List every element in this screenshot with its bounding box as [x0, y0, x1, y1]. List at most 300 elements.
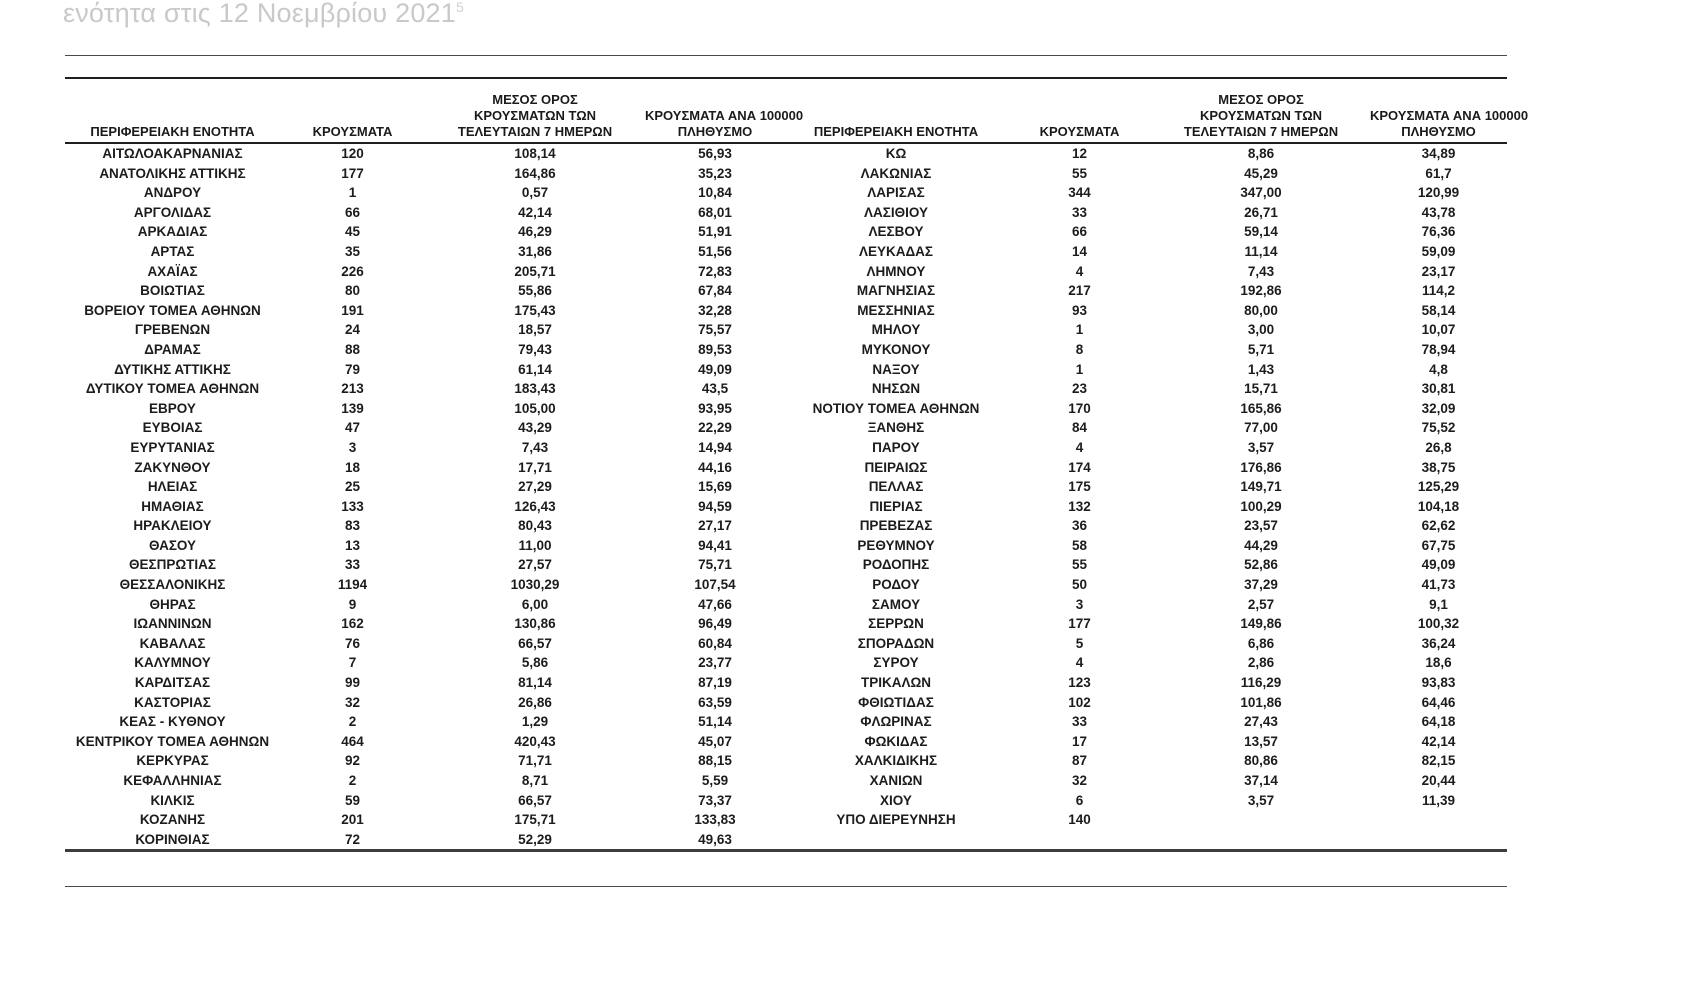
avg7-cell: 100,29 [1240, 498, 1282, 514]
avg7-cell: 1,29 [521, 714, 549, 730]
avg7-cell: 13,57 [1244, 733, 1278, 749]
cases-cell: 23 [1071, 381, 1088, 397]
cases-cell: 6 [1075, 792, 1084, 808]
cases-cell: 72 [344, 831, 361, 847]
per100k-cell: 93,83 [1421, 675, 1456, 691]
table-row [65, 340, 1507, 360]
region-cell: ΔΥΤΙΚΟΥ ΤΟΜΕΑ ΑΘΗΝΩΝ [85, 381, 260, 397]
header-per100k-left: ΚΡΟΥΣΜΑΤΑ ΑΝΑ 100000 ΠΛΗΘΥΣΜΟ [645, 78, 785, 143]
avg7-cell: 61,14 [518, 361, 552, 377]
avg7-cell: 55,86 [518, 283, 552, 299]
region-cell: ΥΠΟ ΔΙΕΡΕΥΝΗΣΗ [836, 812, 956, 828]
region-cell: ΚΑΣΤΟΡΙΑΣ [134, 694, 211, 710]
avg7-cell: 1,43 [1247, 361, 1275, 377]
region-cell: ΘΕΣΣΑΛΟΝΙΚΗΣ [119, 577, 226, 593]
cases-cell: 9 [348, 596, 357, 612]
per100k-cell: 87,19 [698, 675, 732, 691]
cases-cell: 217 [1068, 283, 1091, 299]
cases-cell: 102 [1068, 694, 1091, 710]
page-title [63, 0, 464, 29]
avg7-cell: 37,14 [1244, 773, 1278, 788]
avg7-cell: 7,43 [1247, 263, 1275, 279]
cases-cell: 7 [348, 655, 357, 671]
avg7-cell: 183,43 [514, 381, 556, 397]
per100k-cell: 133,83 [694, 812, 736, 828]
cases-cell: 45 [344, 224, 361, 240]
per100k-cell: 32,28 [698, 302, 732, 318]
avg7-cell: 59,14 [1244, 224, 1278, 240]
table-row [65, 516, 1507, 536]
region-cell: ΑΡΚΑΔΙΑΣ [137, 224, 208, 240]
region-cell: ΡΟΔΟΥ [872, 577, 920, 593]
avg7-cell: 3,57 [1247, 792, 1275, 808]
cases-cell: 123 [1068, 675, 1091, 691]
region-cell: ΚΙΛΚΙΣ [150, 792, 195, 808]
table-row [65, 791, 1507, 811]
cases-cell: 33 [1071, 204, 1088, 220]
cases-cell: 4 [1075, 263, 1084, 279]
avg7-cell: 192,86 [1240, 283, 1282, 299]
region-cell: ΧΑΝΙΩΝ [869, 773, 923, 788]
region-cell: ΚΑΒΑΛΑΣ [139, 635, 206, 651]
cases-cell: 1194 [337, 577, 368, 593]
table-row [65, 320, 1507, 340]
region-cell: ΤΡΙΚΑΛΩΝ [860, 675, 932, 691]
per100k-cell: 72,83 [698, 263, 732, 279]
region-cell: ΔΡΑΜΑΣ [144, 341, 201, 357]
table-row [65, 477, 1507, 497]
per100k-cell [1370, 830, 1507, 851]
table-row [65, 281, 1507, 301]
table-row [65, 143, 1507, 164]
per100k-cell: 38,75 [1421, 459, 1456, 475]
cases-cell: 8 [1075, 341, 1084, 357]
region-cell: ΣΠΟΡΑΔΩΝ [857, 635, 935, 651]
cases-cell: 4 [1075, 655, 1084, 671]
region-cell: ΦΛΩΡΙΝΑΣ [860, 714, 932, 730]
region-cell: ΚΟΖΑΝΗΣ [139, 812, 206, 828]
table-row [65, 438, 1507, 458]
avg7-cell: 52,29 [518, 831, 552, 847]
regional-units-table [65, 77, 1529, 852]
per100k-cell: 60,84 [698, 635, 732, 651]
avg7-cell: 45,29 [1244, 165, 1278, 181]
cases-cell: 50 [1071, 577, 1088, 593]
avg7-cell: 165,86 [1240, 400, 1282, 416]
cases-cell: 1 [1075, 361, 1084, 377]
cases-cell: 25 [344, 479, 361, 495]
cases-cell: 4 [1075, 439, 1084, 455]
per100k-cell: 59,09 [1421, 243, 1456, 259]
cases-cell: 84 [1071, 420, 1088, 436]
region-cell: ΑΙΤΩΛΟΑΚΑΡΝΑΝΙΑΣ [102, 146, 243, 161]
region-cell: ΝΑΞΟΥ [872, 361, 920, 377]
region-cell: ΣΥΡΟΥ [873, 655, 919, 671]
header-region-right: ΠΕΡΙΦΕΡΕΙΑΚΗ ΕΝΟΤΗΤΑ [785, 78, 1007, 143]
region-cell: ΓΡΕΒΕΝΩΝ [134, 322, 211, 338]
avg7-cell: 108,14 [514, 146, 556, 161]
per100k-cell: 89,53 [698, 341, 732, 357]
region-cell: ΠΕΛΛΑΣ [868, 479, 924, 495]
cases-cell: 33 [344, 557, 361, 573]
region-cell: ΠΑΡΟΥ [872, 439, 920, 455]
avg7-cell: 175,71 [514, 812, 556, 828]
per100k-cell: 62,62 [1421, 518, 1456, 534]
per100k-cell: 75,52 [1421, 420, 1456, 436]
avg7-cell [1152, 810, 1370, 830]
per100k-cell: 11,39 [1421, 792, 1456, 808]
avg7-cell: 15,71 [1244, 381, 1278, 397]
per100k-cell: 49,09 [1421, 557, 1456, 573]
avg7-cell: 8,71 [521, 773, 549, 788]
cases-cell: 177 [1068, 616, 1091, 632]
per100k-cell: 15,69 [698, 479, 732, 495]
table-row [65, 653, 1507, 673]
per100k-cell: 35,23 [698, 165, 732, 181]
region-cell: ΚΕΡΚΥΡΑΣ [136, 753, 209, 769]
region-cell [785, 830, 1007, 851]
cases-cell: 133 [341, 498, 364, 514]
avg7-cell: 37,29 [1244, 577, 1278, 593]
avg7-cell: 43,29 [518, 420, 552, 436]
per100k-cell: 68,01 [698, 204, 732, 220]
avg7-cell: 116,29 [1240, 675, 1282, 691]
region-cell: ΜΕΣΣΗΝΙΑΣ [857, 302, 935, 318]
region-cell: ΛΑΣΙΘΙΟΥ [864, 204, 928, 220]
header-cases-right: ΚΡΟΥΣΜΑΤΑ [1007, 78, 1152, 143]
table-row [65, 458, 1507, 478]
avg7-cell: 126,43 [514, 498, 556, 514]
cases-cell: 93 [1071, 302, 1088, 318]
cases-cell: 87 [1071, 753, 1088, 769]
table-row [65, 751, 1507, 771]
per100k-cell: 10,07 [1421, 322, 1456, 338]
avg7-cell: 8,86 [1247, 146, 1275, 161]
table-row [65, 399, 1507, 419]
per100k-cell: 58,14 [1421, 302, 1456, 318]
per100k-cell: 20,44 [1421, 773, 1456, 788]
table-row [65, 614, 1507, 634]
header-avg7-right: ΜΕΣΟΣ ΟΡΟΣ ΚΡΟΥΣΜΑΤΩΝ ΤΩΝ ΤΕΛΕΥΤΑΙΩΝ 7 ΗΜΕΡΩΝ [1152, 78, 1370, 143]
cases-cell: 92 [344, 753, 361, 769]
table-row [65, 164, 1507, 184]
per100k-cell: 107,54 [694, 577, 736, 593]
avg7-cell: 1030,29 [510, 577, 560, 593]
cases-cell: 175 [1068, 479, 1091, 495]
avg7-cell: 80,00 [1244, 302, 1278, 318]
table-row [65, 222, 1507, 242]
region-cell: ΒΟΙΩΤΙΑΣ [140, 283, 205, 299]
cases-cell: 191 [341, 302, 364, 318]
table-body [65, 143, 1507, 851]
per100k-cell: 4,8 [1429, 361, 1448, 377]
cases-cell: 66 [344, 204, 361, 220]
table-row [65, 360, 1507, 380]
region-cell: ΑΡΤΑΣ [150, 243, 195, 259]
per100k-cell: 75,71 [698, 557, 732, 573]
per100k-cell: 88,15 [698, 753, 732, 769]
per100k-cell: 56,93 [698, 146, 732, 161]
cases-cell: 17 [1071, 733, 1088, 749]
avg7-cell: 7,43 [521, 439, 549, 455]
avg7-cell: 79,43 [518, 341, 552, 357]
avg7-cell: 46,29 [518, 224, 552, 240]
per100k-cell: 45,07 [698, 733, 732, 749]
region-cell: ΚΕΝΤΡΙΚΟΥ ΤΟΜΕΑ ΑΘΗΝΩΝ [75, 733, 270, 749]
avg7-cell: 26,71 [1244, 204, 1278, 220]
per100k-cell: 94,41 [698, 537, 732, 553]
cases-cell: 83 [344, 518, 361, 534]
avg7-cell: 420,43 [514, 733, 556, 749]
avg7-cell: 205,71 [514, 263, 556, 279]
per100k-cell: 73,37 [698, 792, 732, 808]
avg7-cell: 27,57 [518, 557, 552, 573]
region-cell: ΚΟΡΙΝΘΙΑΣ [135, 831, 210, 847]
table-row [65, 418, 1507, 438]
cases-cell: 12 [1071, 146, 1088, 161]
avg7-cell: 5,86 [521, 655, 549, 671]
table-row [65, 673, 1507, 693]
region-cell: ΛΑΡΙΣΑΣ [867, 185, 925, 201]
cases-cell: 464 [341, 733, 364, 749]
region-cell: ΕΥΡΥΤΑΝΙΑΣ [130, 439, 215, 455]
per100k-cell [1370, 810, 1507, 830]
cases-cell: 35 [344, 243, 361, 259]
cases-cell: 201 [341, 812, 364, 828]
avg7-cell: 18,57 [518, 322, 552, 338]
cases-cell: 1 [1075, 322, 1084, 338]
avg7-cell: 149,86 [1240, 616, 1282, 632]
table-row [65, 771, 1507, 791]
table-row [65, 183, 1507, 203]
per100k-cell: 64,46 [1421, 694, 1456, 710]
per100k-cell: 51,91 [698, 224, 732, 240]
region-cell: ΕΒΡΟΥ [149, 400, 196, 416]
per100k-cell: 94,59 [698, 498, 732, 514]
region-cell: ΛΕΥΚΑΔΑΣ [858, 243, 934, 259]
avg7-cell: 44,29 [1244, 537, 1278, 553]
avg7-cell: 71,71 [518, 753, 552, 769]
cases-cell: 33 [1071, 714, 1088, 730]
region-cell: ΛΕΣΒΟΥ [868, 224, 924, 240]
cases-cell: 36 [1071, 518, 1088, 534]
cases-cell: 132 [1068, 498, 1091, 514]
cases-cell: 1 [348, 185, 357, 201]
avg7-cell: 164,86 [514, 165, 556, 181]
avg7-cell: 2,57 [1247, 596, 1275, 612]
table-row [65, 575, 1507, 595]
cases-cell: 2 [348, 773, 357, 788]
avg7-cell [1152, 830, 1370, 851]
region-cell: ΒΟΡΕΙΟΥ ΤΟΜΕΑ ΑΘΗΝΩΝ [84, 302, 261, 318]
per100k-cell: 49,09 [698, 361, 732, 377]
table-row [65, 301, 1507, 321]
per100k-cell: 30,81 [1421, 381, 1456, 397]
cases-cell: 174 [1068, 459, 1091, 475]
bottom-rule [65, 886, 1507, 887]
per100k-cell: 10,84 [698, 185, 732, 201]
per100k-cell: 104,18 [1417, 498, 1460, 514]
region-cell: ΞΑΝΘΗΣ [867, 420, 925, 436]
region-cell: ΕΥΒΟΙΑΣ [142, 420, 203, 436]
region-cell: ΘΗΡΑΣ [149, 596, 196, 612]
table-row [65, 712, 1507, 732]
per100k-cell: 63,59 [698, 694, 732, 710]
region-cell: ΘΕΣΠΡΩΤΙΑΣ [128, 557, 217, 573]
avg7-cell: 23,57 [1244, 518, 1278, 534]
table-row [65, 497, 1507, 517]
per100k-cell: 67,84 [698, 283, 732, 299]
cases-cell: 120 [341, 146, 364, 161]
per100k-cell: 125,29 [1417, 479, 1460, 495]
cases-cell: 5 [1075, 635, 1084, 651]
region-cell: ΜΑΓΝΗΣΙΑΣ [856, 283, 936, 299]
region-cell: ΝΗΣΩΝ [871, 381, 921, 397]
region-cell: ΣΕΡΡΩΝ [868, 616, 924, 632]
avg7-cell: 27,43 [1244, 714, 1278, 730]
per100k-cell: 44,16 [698, 459, 732, 475]
avg7-cell: 80,43 [518, 518, 552, 534]
region-cell: ΛΑΚΩΝΙΑΣ [860, 165, 932, 181]
region-cell: ΘΑΣΟΥ [148, 537, 197, 553]
cases-cell: 76 [344, 635, 361, 651]
avg7-cell: 2,86 [1247, 655, 1275, 671]
region-cell: ΔΥΤΙΚΗΣ ΑΤΤΙΚΗΣ [114, 361, 231, 377]
per100k-cell: 76,36 [1421, 224, 1456, 240]
region-cell: ΜΥΚΟΝΟΥ [861, 341, 931, 357]
per100k-cell: 96,49 [698, 616, 732, 632]
region-cell: ΖΑΚΥΝΘΟΥ [134, 459, 211, 475]
per100k-cell: 14,94 [698, 439, 732, 455]
per100k-cell: 75,57 [698, 322, 732, 338]
region-cell: ΚΑΛΥΜΝΟΥ [134, 655, 211, 671]
cases-cell: 47 [344, 420, 361, 436]
table-row [65, 830, 1507, 851]
cases-cell: 177 [341, 165, 364, 181]
page-title-text: ενότητα στις 12 Νοεμβρίου 2021 [63, 0, 456, 28]
per100k-cell: 36,24 [1421, 635, 1456, 651]
avg7-cell: 6,86 [1247, 635, 1275, 651]
region-cell: ΠΙΕΡΙΑΣ [869, 498, 923, 514]
cases-cell: 59 [344, 792, 361, 808]
cases-cell: 88 [344, 341, 361, 357]
avg7-cell: 27,29 [518, 479, 552, 495]
cases-cell: 99 [344, 675, 361, 691]
cases-cell: 79 [344, 361, 361, 377]
cases-cell: 162 [341, 616, 364, 632]
avg7-cell: 66,57 [518, 635, 552, 651]
region-cell: ΗΜΑΘΙΑΣ [141, 498, 204, 514]
region-cell: ΠΕΙΡΑΙΩΣ [864, 459, 928, 475]
avg7-cell: 0,57 [521, 185, 549, 201]
per100k-cell: 27,17 [698, 518, 732, 534]
per100k-cell: 22,29 [698, 420, 732, 436]
cases-cell: 14 [1071, 243, 1088, 259]
avg7-cell: 52,86 [1244, 557, 1278, 573]
cases-cell: 32 [1071, 773, 1088, 788]
table-row [65, 379, 1507, 399]
region-cell: ΜΗΛΟΥ [871, 322, 921, 338]
cases-cell: 3 [348, 439, 357, 455]
cases-cell: 55 [1071, 557, 1088, 573]
avg7-cell: 42,14 [518, 204, 552, 220]
region-cell: ΧΙΟΥ [880, 792, 912, 808]
cases-cell: 344 [1068, 185, 1091, 201]
table-header [65, 78, 1529, 143]
region-cell: ΠΡΕΒΕΖΑΣ [859, 518, 933, 534]
table-row [65, 634, 1507, 654]
avg7-cell: 101,86 [1240, 694, 1282, 710]
region-cell: ΚΩ [885, 146, 907, 161]
region-cell: ΧΑΛΚΙΔΙΚΗΣ [854, 753, 938, 769]
avg7-cell: 6,00 [521, 596, 549, 612]
table-row [65, 810, 1507, 830]
avg7-cell: 347,00 [1240, 185, 1282, 201]
table-row [65, 732, 1507, 752]
cases-cell: 2 [348, 714, 357, 730]
region-cell: ΑΧΑΪΑΣ [147, 263, 198, 279]
cases-cell: 226 [341, 263, 364, 279]
region-cell: ΗΛΕΙΑΣ [147, 479, 198, 495]
region-cell: ΑΝΔΡΟΥ [143, 185, 202, 201]
avg7-cell: 3,00 [1247, 322, 1275, 338]
cases-cell: 170 [1068, 400, 1091, 416]
avg7-cell: 175,43 [514, 302, 556, 318]
header-cases-left: ΚΡΟΥΣΜΑΤΑ [280, 78, 425, 143]
per100k-cell: 82,15 [1421, 753, 1456, 769]
region-cell: ΡΕΘΥΜΝΟΥ [857, 537, 935, 553]
per100k-cell: 49,63 [698, 831, 732, 847]
table-row [65, 262, 1507, 282]
per100k-cell: 43,78 [1421, 204, 1456, 220]
footnote-marker: 5 [455, 0, 464, 15]
region-cell: ΗΡΑΚΛΕΙΟΥ [133, 518, 212, 534]
per100k-cell: 5,59 [701, 773, 729, 788]
avg7-cell: 176,86 [1240, 459, 1282, 475]
region-cell: ΦΩΚΙΔΑΣ [864, 733, 928, 749]
per100k-cell: 100,32 [1417, 616, 1460, 632]
per100k-cell: 61,7 [1425, 165, 1452, 181]
region-cell: ΑΡΓΟΛΙΔΑΣ [133, 204, 212, 220]
cases-cell: 80 [344, 283, 361, 299]
per100k-cell: 23,17 [1421, 263, 1456, 279]
table-row [65, 536, 1507, 556]
cases-cell: 32 [344, 694, 361, 710]
avg7-cell: 17,71 [518, 459, 552, 475]
avg7-cell: 11,00 [518, 537, 552, 553]
per100k-cell: 26,8 [1425, 439, 1452, 455]
per100k-cell: 34,89 [1421, 146, 1456, 161]
cases-cell: 140 [1068, 812, 1091, 828]
per100k-cell: 32,09 [1421, 400, 1456, 416]
avg7-cell: 80,86 [1244, 753, 1278, 769]
per100k-cell: 64,18 [1421, 714, 1456, 730]
region-cell: ΦΘΙΩΤΙΔΑΣ [858, 694, 934, 710]
avg7-cell: 149,71 [1240, 479, 1282, 495]
per100k-cell: 51,14 [698, 714, 732, 730]
per100k-cell: 114,2 [1421, 283, 1456, 299]
per100k-cell: 67,75 [1421, 537, 1456, 553]
avg7-cell: 66,57 [518, 792, 552, 808]
avg7-cell: 26,86 [518, 694, 552, 710]
region-cell: ΚΑΡΔΙΤΣΑΣ [134, 675, 211, 691]
cases-cell: 213 [341, 381, 364, 397]
table-row [65, 203, 1507, 223]
cases-cell: 66 [1071, 224, 1088, 240]
region-cell: ΙΩΑΝΝΙΝΩΝ [133, 616, 212, 632]
region-cell: ΑΝΑΤΟΛΙΚΗΣ ΑΤΤΙΚΗΣ [99, 165, 246, 181]
avg7-cell: 81,14 [518, 675, 552, 691]
